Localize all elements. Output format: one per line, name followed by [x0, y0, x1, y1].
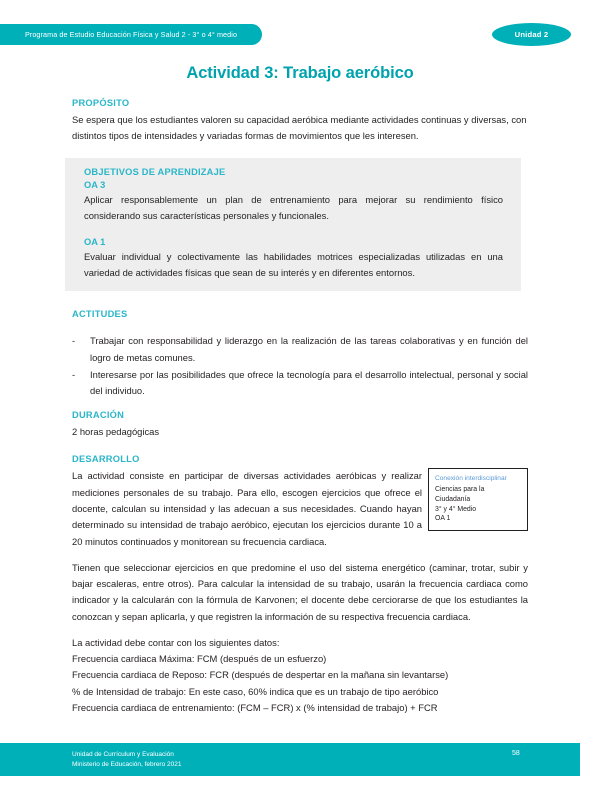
- desarrollo-paragraph-2: Tienen que seleccionar ejercicios en que predomine el uso del sistema energético (caminar, trotar, subir y bajar escaleras, entre otros). Para calcular la intensidad de su trabajo, usarán la frecuencia cardiaca como indicador y la calcularán con la fórmula de Karvonen; el docente debe cerciorarse de que los estudiantes la conozcan y sepan aplicarla, y que registren la información de su respectiva frecuencia cardiaca.: [72, 561, 528, 622]
- list-item: [72, 367, 528, 399]
- spacer: [72, 550, 528, 560]
- proposito-section: [72, 98, 528, 144]
- desarrollo-heading: DESARROLLO: [72, 454, 140, 465]
- footer-line-1: Unidad de Currículum y Evaluación: [72, 751, 174, 758]
- oa-text-0: Aplicar responsablemente un plan de entrenamiento para mejorar su rendimiento físico considerando sus características personales y funcionales.: [84, 194, 503, 222]
- spacer: [72, 144, 528, 158]
- actitud-text-1: Interesarse por las posibilidades que ofrece la tecnología para el desarrollo intelectual, personal y social del individuo.: [90, 368, 528, 397]
- footer-line-2: Ministerio de Educación, febrero 2021: [72, 761, 182, 768]
- actitudes-heading: ACTITUDES: [72, 309, 128, 320]
- duracion-heading: DURACIÓN: [72, 410, 125, 421]
- connection-box: [428, 468, 528, 531]
- proposito-heading: PROPÓSITO: [72, 98, 130, 108]
- data-line-1: Frecuencia cardiaca de Reposo: FCR (después de despertar en la mañana sin levantarse): [72, 669, 449, 681]
- oa-code-0: OA 3: [84, 180, 106, 191]
- duracion-text: 2 horas pedagógicas: [72, 426, 160, 438]
- actitud-text-0: Trabajar con responsabilidad y liderazgo en la realización de las tareas colaborativas y en función del logro de metas comunes.: [90, 335, 528, 363]
- page-title: Actividad 3: Trabajo aeróbico: [186, 64, 414, 82]
- connection-box-oa: OA 1: [435, 515, 451, 523]
- spacer: [72, 440, 528, 454]
- program-header-band: [0, 24, 262, 45]
- spacer: [84, 224, 509, 237]
- desarrollo-first-row: [72, 468, 528, 549]
- unit-badge-label: Unidad 2: [514, 30, 549, 39]
- spacer: [72, 400, 528, 410]
- desarrollo-section: [72, 454, 528, 716]
- oa-text-1: Evaluar individual y colectivamente las habilidades motrices especializadas utilizadas en una variedad de actividades físicas que sean de su interés y en diferentes entornos.: [84, 251, 503, 279]
- spacer: [72, 625, 528, 635]
- proposito-text: Se espera que los estudiantes valoren su capacidad aeróbica mediante actividades continuas y diversas, con distintos tipos de intensidades y variadas formas de movimientos que les interesen.: [72, 114, 527, 142]
- spacer: [72, 323, 528, 333]
- unit-badge: [492, 23, 571, 46]
- data-intro: La actividad debe contar con los siguientes datos:: [72, 636, 280, 648]
- spacer: [72, 291, 528, 309]
- desarrollo-data-list: [72, 635, 528, 716]
- objetivos-heading: OBJETIVOS DE APRENDIZAJE: [84, 167, 226, 178]
- page-number: 58: [512, 750, 520, 757]
- desarrollo-paragraph-1: La actividad consiste en participar de diversas actividades aeróbicas y realizar mediciones personales de su trabajo. Para ello, escogen ejercicios que ofrece el docente, calculan su intensidad y las adecuan a sus necesidades. Cuando hayan determinado su intensidad de trabajo aeróbico, ejecutan los ejercicios durante 10 a 20 minutos continuados y monitorean su frecuencia cardiaca.: [72, 470, 422, 547]
- dash-marker-icon: -: [72, 368, 76, 380]
- oa-code-1: OA 1: [84, 237, 106, 248]
- document-content: [72, 98, 528, 716]
- duracion-section: [72, 410, 528, 440]
- data-line-2: % de Intensidad de trabajo: En este caso, 60% indica que es un trabajo de tipo aeróbico: [72, 685, 439, 697]
- data-line-0: Frecuencia cardiaca Máxima: FCM (después de un esfuerzo): [72, 653, 327, 665]
- actitudes-list: [72, 333, 528, 399]
- list-item: [72, 333, 528, 365]
- connection-box-subject: Ciencias para la Ciudadanía: [435, 485, 485, 503]
- actitudes-section: [72, 309, 528, 399]
- objetivos-box: [65, 158, 521, 291]
- dash-marker-icon: -: [72, 335, 76, 347]
- footer-credits: [72, 750, 181, 770]
- program-header-label: Programa de Estudio Educación Física y Salud 2 - 3° o 4° medio: [24, 30, 238, 39]
- connection-box-level: 3° y 4° Medio: [435, 505, 477, 513]
- connection-box-title: Conexión interdisciplinar: [435, 475, 507, 483]
- data-line-3: Frecuencia cardiaca de entrenamiento: (FCM – FCR) x (% intensidad de trabajo) + FCR: [72, 701, 438, 713]
